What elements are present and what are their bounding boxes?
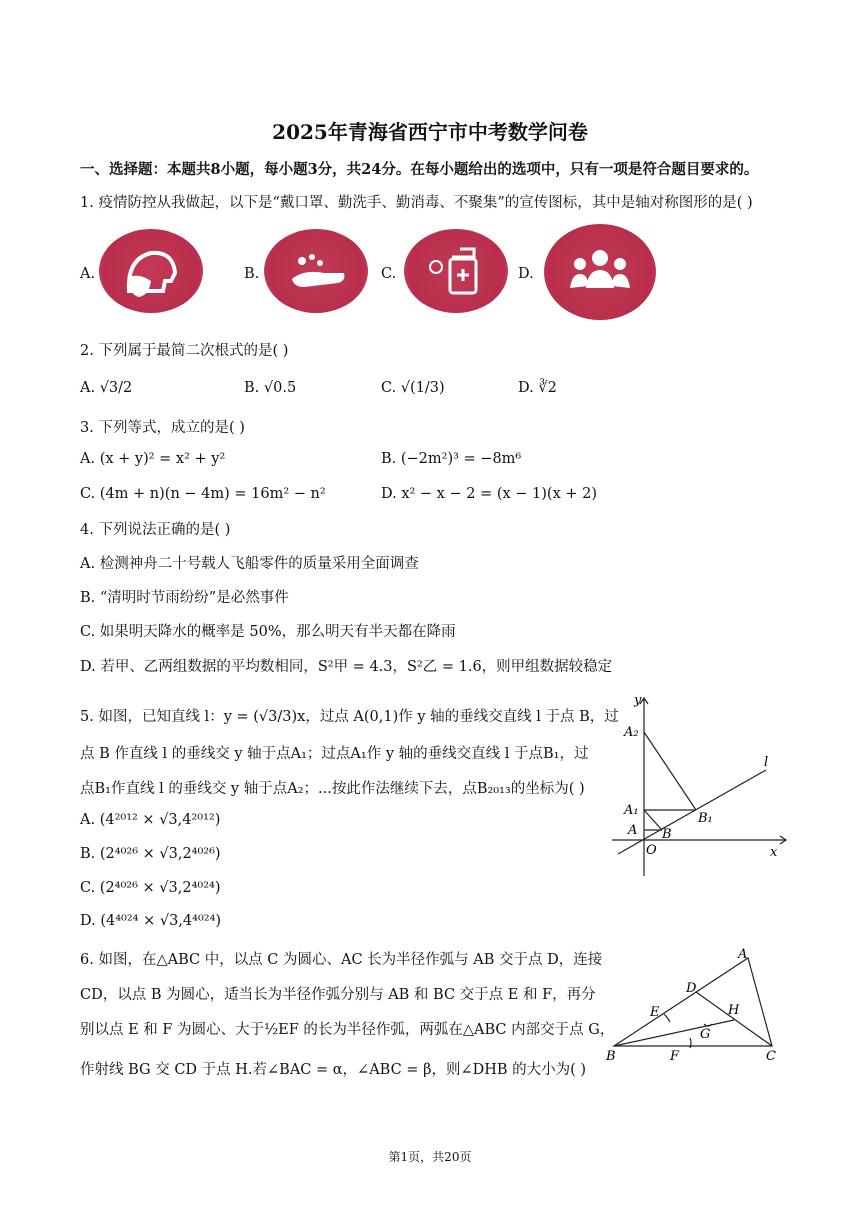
label-C: C	[766, 1049, 776, 1064]
line-l	[618, 770, 766, 854]
page-footer: 第1页，共20页	[388, 1150, 472, 1164]
q5-figure	[604, 690, 794, 880]
q3-stem: 3. 下列等式，成立的是( )	[80, 420, 245, 436]
label-E: E	[650, 1005, 660, 1020]
q4-option-c: C. 如果明天降水的概率是 50%，那么明天有半天都在降雨	[80, 624, 456, 640]
q6-line3: 别以点 E 和 F 为圆心、大于½EF 的长为半径作弧，两弧在△ABC 内部交于点 G，	[80, 1022, 615, 1038]
label-y: y	[634, 693, 642, 708]
q2-option-c: C. √(1/3)	[381, 380, 445, 396]
q3-option-b: B. (−2m²)³ = −8m⁶	[381, 451, 522, 467]
q2-option-b: B. √0.5	[244, 380, 297, 396]
q1-stem: 1. 疫情防控从我做起，以下是“戴口罩、勤洗手、勤消毒、不聚集”的宣传图标，其中是轴对称图形的是( )	[80, 195, 753, 211]
q6-line1: 6. 如图，在△ABC 中，以点 C 为圆心、AC 长为半径作弧与 AB 交于点 D，连接	[80, 952, 603, 968]
q4-stem: 4. 下列说法正确的是( )	[80, 522, 231, 538]
q1-option-c: C.	[381, 266, 397, 282]
q5-option-d: D. (4⁴⁰²⁴ × √3,4⁴⁰²⁴)	[80, 913, 222, 929]
arc-e	[664, 1014, 670, 1022]
label-O: O	[646, 843, 657, 858]
label-l: l	[764, 755, 769, 770]
q1-option-b: B.	[244, 266, 260, 282]
label-G: G	[700, 1027, 711, 1042]
label-A: A	[738, 947, 748, 962]
label-B: B	[662, 827, 672, 842]
q5-line2: 点 B 作直线 l 的垂线交 y 轴于点A₁；过点A₁作 y 轴的垂线交直线 l 于点B₁，过	[80, 746, 589, 762]
arc-f	[690, 1038, 691, 1048]
label-B: B	[606, 1049, 616, 1064]
q5-option-c: C. (2⁴⁰²⁶ × √3,2⁴⁰²⁴)	[80, 880, 221, 896]
q4-option-d: D. 若甲、乙两组数据的平均数相同，S²甲 = 4.3，S²乙 = 1.6，则甲组数据较稳定	[80, 659, 613, 675]
label-x: x	[770, 845, 778, 860]
label-H: H	[728, 1003, 740, 1018]
q2-option-a: A. √3/2	[80, 380, 133, 396]
q5-line3: 点B₁作直线 l 的垂线交 y 轴于点A₂；...按此作法继续下去，点B₂₀₁₃的坐标为( )	[80, 781, 585, 797]
q3-option-c: C. (4m + n)(n − 4m) = 16m² − n²	[80, 486, 326, 502]
q4-option-b: B. “清明时节雨纷纷”是必然事件	[80, 590, 289, 606]
q3-option-d: D. x² − x − 2 = (x − 1)(x + 2)	[381, 486, 597, 502]
sanitizer-icon	[404, 229, 508, 313]
page-title: 2025年青海省西宁市中考数学问卷	[272, 120, 588, 144]
handwash-icon	[264, 229, 368, 313]
label-B1: B₁	[698, 811, 713, 826]
mask-icon	[99, 229, 203, 313]
q1-option-d: D.	[518, 266, 534, 282]
q6-line2: CD，以点 B 为圆心，适当长为半径作弧分别与 AB 和 BC 交于点 E 和 F，再分	[80, 987, 596, 1003]
label-A2: A₂	[624, 725, 639, 740]
crowd-icon	[544, 224, 656, 320]
label-A1: A₁	[624, 803, 639, 818]
q4-option-a: A. 检测神舟二十号载人飞船零件的质量采用全面调查	[80, 556, 419, 572]
q6-figure	[604, 942, 794, 1068]
arc-g	[704, 1024, 712, 1026]
section-heading: 一、选择题：本题共8小题，每小题3分，共24分。在每小题给出的选项中，只有一项是符合题目要求的。	[80, 161, 759, 178]
triangle-abc	[614, 958, 772, 1046]
label-D: D	[686, 981, 697, 996]
q5-option-b: B. (2⁴⁰²⁶ × √3,2⁴⁰²⁶)	[80, 846, 221, 862]
q2-stem: 2. 下列属于最简二次根式的是( )	[80, 343, 289, 359]
label-F: F	[670, 1049, 680, 1064]
q3-option-a: A. (x + y)² = x² + y²	[80, 451, 226, 467]
q5-line1: 5. 如图，已知直线 l：y = (√3/3)x，过点 A(0,1)作 y 轴的垂线交直线 l 于点 B，过	[80, 709, 619, 725]
ray-bg	[614, 1020, 734, 1046]
q1-option-a: A.	[80, 266, 96, 282]
label-A: A	[628, 823, 638, 838]
q5-option-a: A. (4²⁰¹² × √3,4²⁰¹²)	[80, 812, 221, 828]
q2-option-d: D. ∛2	[518, 380, 557, 396]
q6-line4: 作射线 BG 交 CD 于点 H.若∠BAC = α，∠ABC = β，则∠DHB 的大小为( )	[80, 1062, 587, 1078]
